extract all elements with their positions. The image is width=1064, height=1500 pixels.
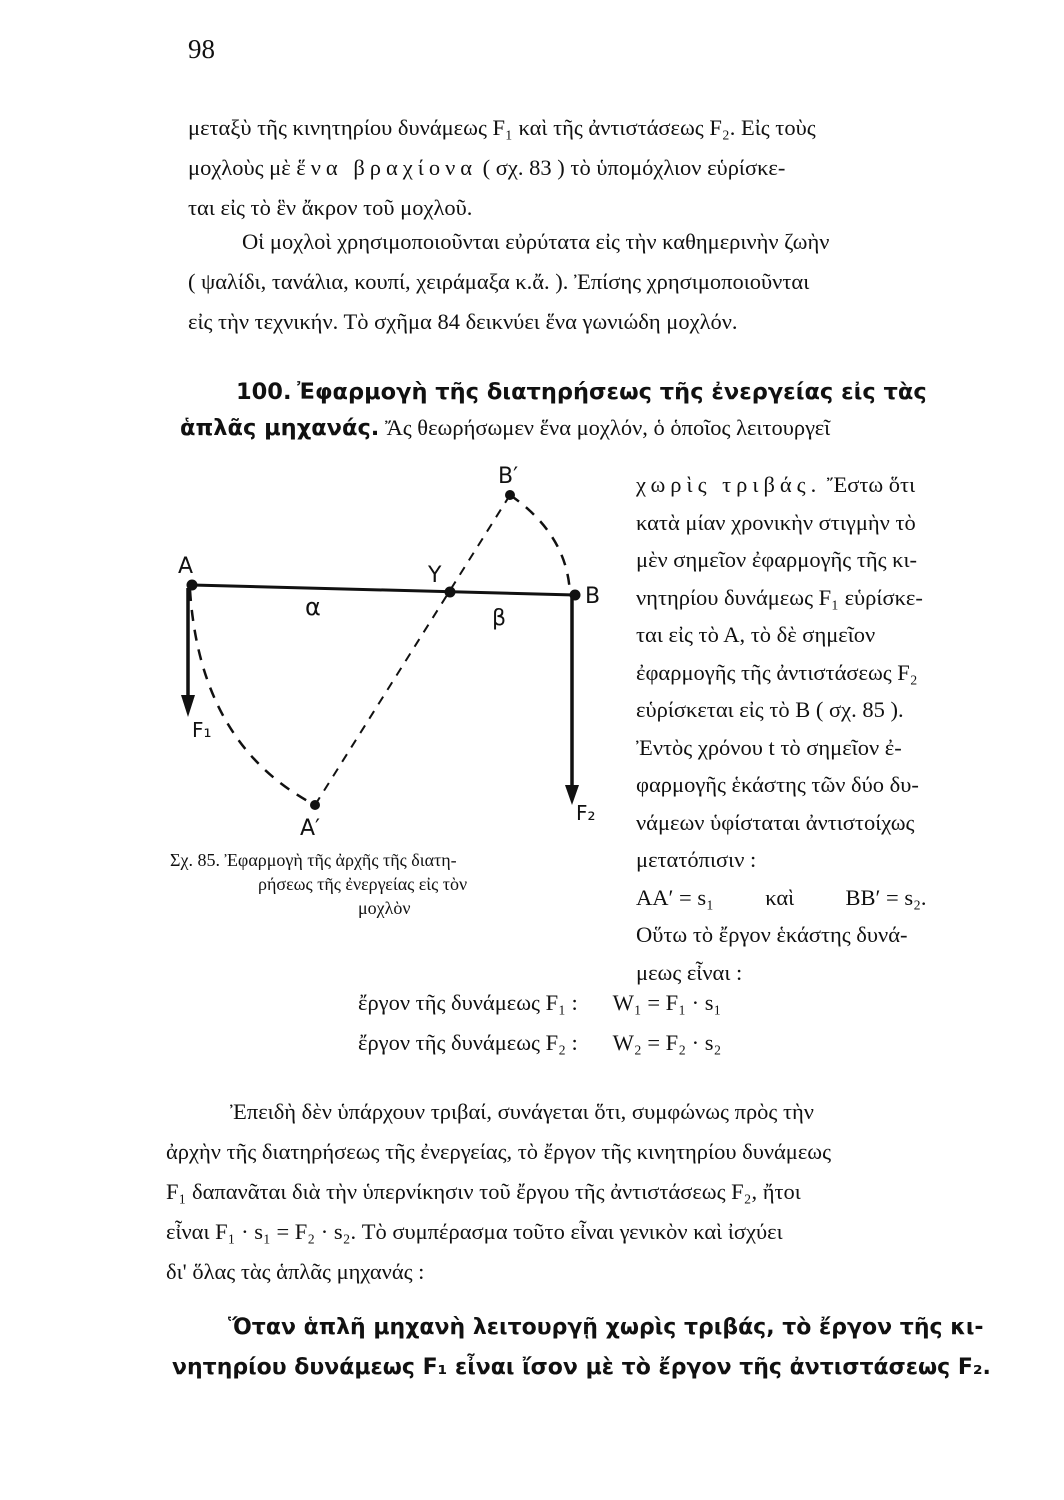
intro-line-3: ται εἰς τὸ ἓν ἄκρον τοῦ μοχλοῦ. (188, 195, 473, 220)
figure-caption (170, 848, 610, 920)
dashed-lever-line (315, 495, 510, 805)
section-title-2: ἁπλᾶς μηχανάς. (180, 415, 380, 441)
intro-line-2a: μοχλοὺς μὲ (188, 155, 291, 180)
final-line-2: νητηρίου δυνάμεως F₁ εἶναι ἴσον μὲ τὸ ἔργον τῆς ἀντιστάσεως F₂. (172, 1355, 991, 1380)
rc-line-5: ται εἰς τὸ Α, τὸ δὲ σημεῖον (636, 622, 876, 647)
work-formula-2: W₂ = F₂ · s₂ (612, 1030, 722, 1055)
label-f1: F₁ (192, 718, 212, 742)
arc-equation-1: ΑΑ′ = s₁ (636, 884, 714, 910)
lever-figure (150, 455, 620, 840)
intro-line-1: μεταξὺ τῆς κινητηρίου δυνάμεως F₁ καὶ τῆς ἀντιστάσεως F₂. Εἰς τοὺς (188, 115, 816, 140)
levers-line-3: εἰς τὴν τεχνικήν. Τὸ σχῆμα 84 δεικνύει ἕνα γωνιώδη μοχλόν. (188, 309, 738, 334)
rc-line-1a: χωρὶς τριβάς. (636, 472, 822, 497)
label-b: B (585, 584, 601, 609)
intro-line-2c: ( σχ. 83 ) τὸ ὑπομόχλιον εὑρίσκε- (482, 155, 786, 180)
section-heading (180, 374, 927, 446)
point-y (445, 587, 456, 598)
rc-line-11: μετατόπισιν : (636, 847, 757, 872)
f1-arrowhead-icon (181, 695, 195, 717)
right-column-text (636, 466, 927, 991)
point-b-prime (505, 490, 515, 500)
final-line-1: Ὅταν ἁπλῆ μηχανὴ λειτουργῇ χωρὶς τριβάς, τὸ ἔργον τῆς κι- (228, 1315, 984, 1340)
work-row-2 (358, 1030, 721, 1056)
section-heading-line-2 (180, 410, 927, 446)
rc-line-7: εὑρίσκεται εἰς τὸ Β ( σχ. 85 ). (636, 697, 904, 722)
caption-line-3: μοχλὸν (358, 898, 411, 918)
rc-line-14: μεως εἶναι : (636, 959, 743, 985)
caption-line-1: Σχ. 85. Ἐφαρμογὴ τῆς ἀρχῆς τῆς διατη- (170, 850, 457, 870)
conclusion-line-2: ἀρχὴν τῆς διατηρήσεως τῆς ἐνεργείας, τὸ ἔργον τῆς κινητηρίου δυνάμεως (166, 1139, 832, 1164)
section-number: 100. (236, 379, 292, 405)
label-alpha: α (305, 593, 321, 621)
rc-line-2: κατὰ μίαν χρονικὴν στιγμὴν τὸ (636, 509, 916, 535)
rc-line-1b: Ἔστω ὅτι (826, 472, 916, 497)
intro-line-2 (188, 148, 816, 188)
rc-line-10: νάμεων ὑφίσταται ἀντιστοίχως (636, 809, 915, 835)
arc-equation-2: ΒΒ′ = s₂. (845, 884, 927, 910)
label-beta: β (492, 606, 507, 631)
section-heading-line-1 (180, 374, 927, 410)
work-label-2: ἔργον τῆς δυνάμεως F₂ : (358, 1030, 578, 1055)
rc-line-12 (636, 879, 927, 917)
rc-line-4: νητηρίου δυνάμεως F₁ εὑρίσκε- (636, 584, 923, 610)
label-f2: F₂ (576, 801, 596, 825)
work-formula-1: W₁ = F₁ · s₁ (612, 990, 722, 1015)
rc-line-13: Οὕτω τὸ ἔργον ἑκάστης δυνά- (636, 922, 908, 947)
conclusion-line-5: δι' ὅλας τὰς ἁπλᾶς μηχανάς : (166, 1259, 425, 1284)
label-a-prime: A′ (300, 816, 321, 840)
work-row-1 (358, 990, 721, 1016)
levers-line-1: Οἱ μοχλοὶ χρησιμοποιοῦνται εὐρύτατα εἰς τὴν καθημερινὴν ζωὴν (242, 229, 830, 254)
rc-line-8: Ἐντὸς χρόνου t τὸ σημεῖον ἐ- (636, 734, 902, 760)
levers-paragraph (188, 222, 829, 342)
section-title-1: Ἐφαρμογὴ τῆς διατηρήσεως τῆς ἐνεργείας εἰς τὰς (297, 379, 927, 405)
conclusion-line-3: F₁ δαπανᾶται διὰ τὴν ὑπερνίκησιν τοῦ ἔργου τῆς ἀντιστάσεως F₂, ἤτοι (166, 1179, 801, 1204)
rc-line-3: μὲν σημεῖον ἐφαρμογῆς τῆς κι- (636, 547, 918, 572)
rc-line-1 (636, 466, 927, 504)
and-word: καὶ (765, 884, 795, 910)
rc-line-6: ἐφαρμογῆς τῆς ἀντιστάσεως F₂ (636, 659, 918, 685)
levers-line-2: ( ψαλίδι, τανάλια, κουπί, χειράμαξα κ.ἄ. ). Ἐπίσης χρησιμοποιοῦνται (188, 269, 810, 294)
lever-line (192, 585, 575, 595)
section-text: Ἄς θεωρήσωμεν ἕνα μοχλόν, ὁ ὁποῖος λειτουργεῖ (384, 415, 831, 440)
page-number: 98 (188, 34, 215, 64)
conclusion-paragraph (166, 1092, 831, 1292)
intro-paragraph (188, 108, 816, 228)
final-statement (172, 1308, 991, 1388)
intro-line-2b: ἕνα βραχίονα (296, 155, 478, 180)
arc-b-prime-b (510, 495, 570, 595)
caption-line-2: ρήσεως τῆς ἐνεργείας εἰς τὸν (258, 874, 468, 894)
label-b-prime: B′ (498, 464, 519, 489)
rc-line-9: φαρμογῆς ἑκάστης τῶν δύο δυ- (636, 772, 919, 797)
work-label-1: ἔργον τῆς δυνάμεως F₁ : (358, 990, 578, 1015)
point-a-prime (310, 800, 320, 810)
label-a: A (178, 554, 194, 579)
label-y: Y (428, 563, 442, 588)
arc-a-a-prime (190, 590, 315, 805)
conclusion-line-4: εἶναι F₁ · s₁ = F₂ · s₂. Τὸ συμπέρασμα τοῦτο εἶναι γενικὸν καὶ ἰσχύει (166, 1219, 783, 1244)
conclusion-line-1: Ἐπειδὴ δὲν ὑπάρχουν τριβαί, συνάγεται ὅτι, συμφώνως πρὸς τὴν (230, 1099, 814, 1124)
